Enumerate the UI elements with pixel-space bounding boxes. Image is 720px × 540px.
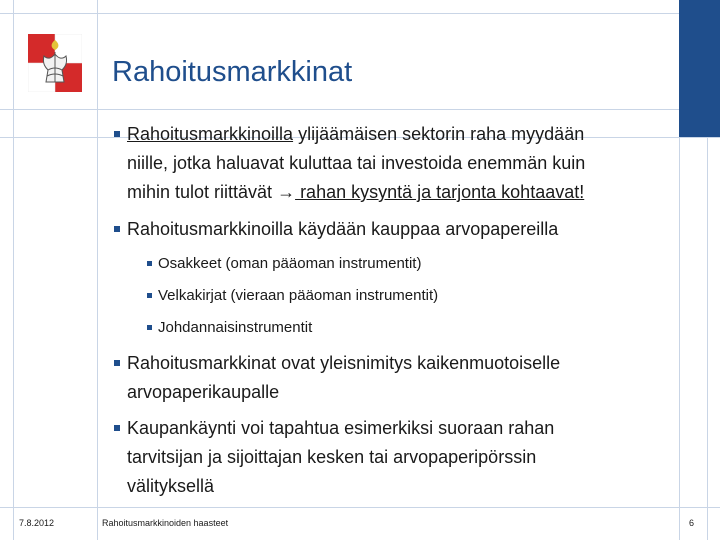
bullet-line: välityksellä: [127, 476, 215, 496]
bullet-line: arvopaperikaupalle: [127, 382, 280, 402]
sub-bullet-item: [158, 318, 312, 338]
bullet-line: Rahoitusmarkkinat ovat yleisnimitys kaikenmuotoiselle: [127, 353, 561, 373]
bullet-item: [127, 215, 558, 244]
grid-line: [0, 109, 720, 110]
grid-line: [13, 0, 14, 540]
sub-bullet-text: Velkakirjat (vieraan pääoman instrumentit): [158, 287, 439, 304]
sub-bullet-text: Johdannaisinstrumentit: [158, 319, 313, 336]
bullet-item: [127, 120, 667, 207]
slide-title: Rahoitusmarkkinat: [112, 56, 353, 88]
sub-bullet-item: [158, 254, 421, 274]
bullet-square-icon: [114, 131, 120, 137]
bullet-square-icon: [114, 425, 120, 431]
bullet-line: tarvitsijan ja sijoittajan kesken tai arvopaperipörssin: [127, 447, 537, 467]
sub-bullet-text: Osakkeet (oman pääoman instrumentit): [158, 255, 422, 272]
bullet-text: Rahoitusmarkkinoilla käydään kauppaa arvopapereilla: [127, 219, 559, 239]
footer-section: Rahoitusmarkkinoiden haasteet: [102, 518, 229, 528]
bullet-item: [127, 349, 560, 407]
corner-accent-bar: [679, 0, 720, 137]
bullet-square-icon: [114, 226, 120, 232]
grid-line: [0, 13, 720, 14]
bullet-square-icon: [114, 360, 120, 366]
bullet-item: [127, 414, 554, 501]
bullet-text: mihin tulot riittävät: [127, 182, 278, 202]
underlined-conclusion: rahan kysyntä ja tarjonta kohtaavat!: [295, 182, 585, 202]
bullet-line: niille, jotka haluavat kuluttaa tai investoida enemmän kuin: [127, 153, 586, 173]
bullet-text: ylijäämäisen sektorin raha myydään: [293, 124, 585, 144]
bullet-line: [127, 178, 667, 207]
bullet-square-icon: [147, 325, 152, 330]
page-number: 6: [689, 518, 695, 528]
emblem-logo: [28, 34, 82, 92]
bullet-line: Kaupankäynti voi tapahtua esimerkiksi suoraan rahan: [127, 418, 555, 438]
arrow-right-icon: →: [277, 182, 296, 202]
underlined-term: Rahoitusmarkkinoilla: [127, 124, 294, 144]
grid-line: [0, 507, 720, 508]
bullet-square-icon: [147, 293, 152, 298]
bullet-square-icon: [147, 261, 152, 266]
bullet-line: [127, 120, 667, 149]
sub-bullet-item: [158, 286, 438, 306]
footer-date: 7.8.2012: [19, 518, 55, 528]
grid-line: [97, 0, 98, 540]
